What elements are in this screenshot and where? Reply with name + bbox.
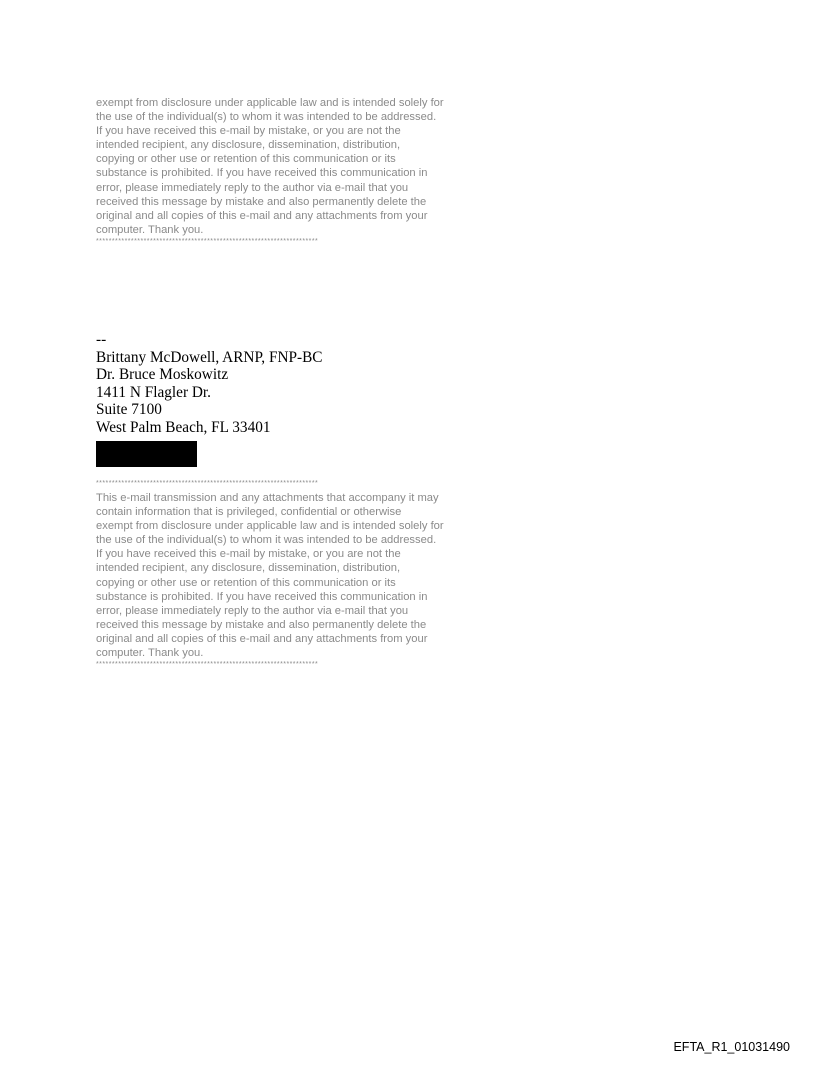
asterisk-divider: ********************************************************************** xyxy=(96,480,319,487)
disclaimer-line: substance is prohibited. If you have received this communication in xyxy=(96,590,428,603)
signature-city-line: West Palm Beach, FL 33401 xyxy=(96,418,271,436)
disclaimer-line: substance is prohibited. If you have received this communication in xyxy=(96,167,428,180)
disclaimer-line: computer. Thank you. xyxy=(96,647,204,660)
disclaimer-line: intended recipient, any disclosure, dissemination, distribution, xyxy=(96,562,401,575)
signature-doctor: Dr. Bruce Moskowitz xyxy=(96,366,229,383)
disclaimer-line: the use of the individual(s) to whom it was intended to be addressed. xyxy=(96,111,437,124)
asterisk-divider: ********************************************************************** xyxy=(96,237,319,245)
disclaimer-line: exempt from disclosure under applicable law and is intended solely for xyxy=(96,97,444,109)
disclaimer-line: received this message by mistake and also permanently delete the xyxy=(96,618,427,631)
disclaimer-line: error, please immediately reply to the author via e-mail that you xyxy=(96,604,409,617)
redaction-box xyxy=(96,441,197,467)
email-signature xyxy=(96,331,323,436)
disclaimer-line: computer. Thank you. xyxy=(96,223,204,236)
disclaimer-line: If you have received this e-mail by mistake, or you are not the xyxy=(96,548,401,561)
disclaimer-line: received this message by mistake and also permanently delete the xyxy=(96,195,427,208)
disclaimer-line: exempt from disclosure under applicable law and is intended solely for xyxy=(96,520,444,533)
disclaimer-line: If you have received this e-mail by mistake, or you are not the xyxy=(96,125,401,138)
confidentiality-disclaimer-top xyxy=(96,96,516,246)
disclaimer-line: error, please immediately reply to the author via e-mail that you xyxy=(96,181,409,194)
asterisk-divider: ********************************************************************** xyxy=(96,661,319,669)
disclaimer-line: original and all copies of this e-mail and any attachments from your xyxy=(96,632,428,645)
document-id-stamp: EFTA_R1_01031490 xyxy=(673,1040,790,1054)
disclaimer-line: original and all copies of this e-mail and any attachments from your xyxy=(96,209,428,222)
disclaimer-line: This e-mail transmission and any attachments that accompany it may xyxy=(96,492,439,504)
confidentiality-disclaimer-bottom xyxy=(96,491,516,669)
signature-name: Brittany McDowell, ARNP, FNP-BC xyxy=(96,348,323,366)
signature-address-line-2: Suite 7100 xyxy=(96,401,162,418)
asterisk-divider-top xyxy=(96,479,456,488)
disclaimer-line: copying or other use or retention of this communication or its xyxy=(96,153,396,166)
signature-address-line-1: 1411 N Flagler Dr. xyxy=(96,383,211,401)
disclaimer-line: copying or other use or retention of this communication or its xyxy=(96,576,396,589)
disclaimer-line: the use of the individual(s) to whom it was intended to be addressed. xyxy=(96,534,437,547)
signature-separator: -- xyxy=(96,331,107,348)
disclaimer-line: contain information that is privileged, confidential or otherwise xyxy=(96,506,402,519)
disclaimer-line: intended recipient, any disclosure, dissemination, distribution, xyxy=(96,139,401,152)
